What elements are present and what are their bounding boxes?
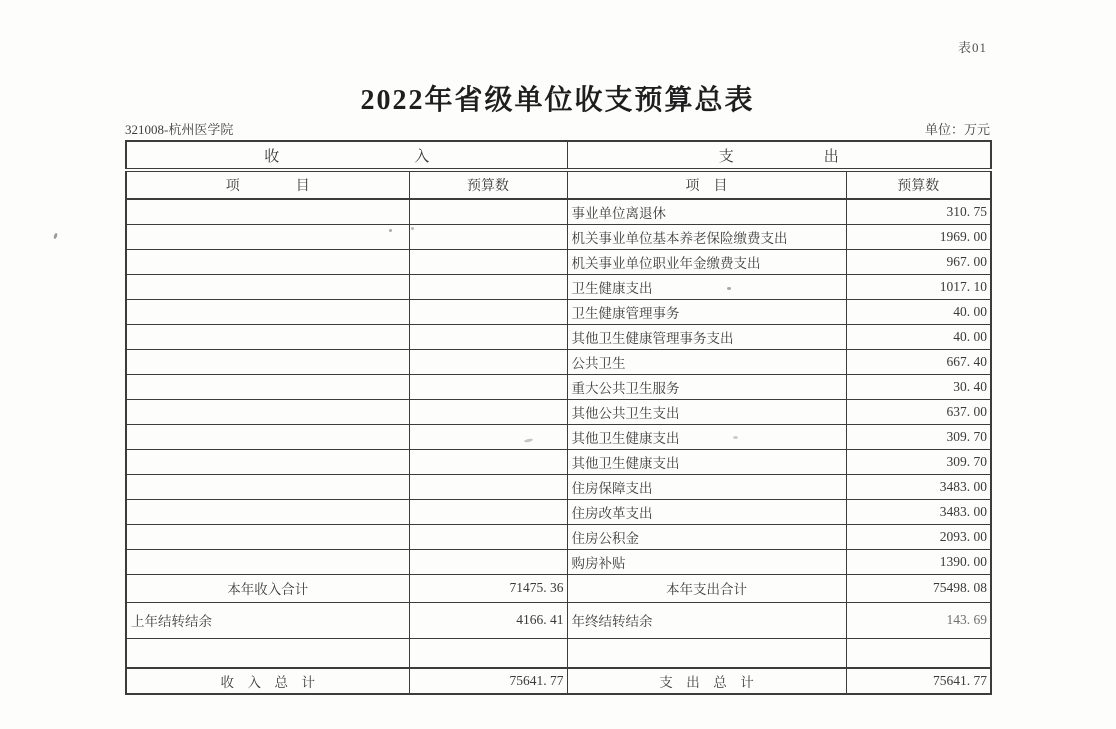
expense-value-cell: 1017. 10 [846,274,991,299]
expense-item-cell: 事业单位离退休 [567,199,846,224]
table-row [126,399,991,424]
income-subtotal-value: 71475. 36 [409,574,567,602]
income-item-cell [126,349,409,374]
expense-item-cell: 购房补贴 [567,549,846,574]
expense-total-value: 75641. 77 [846,668,991,694]
income-value-cell [409,374,567,399]
expense-value-cell: 310. 75 [846,199,991,224]
expense-value-cell: 309. 70 [846,449,991,474]
income-value-cell [409,399,567,424]
income-item-cell [126,374,409,399]
table-row [126,449,991,474]
income-item-cell [126,299,409,324]
expense-item-cell: 卫生健康支出 [567,274,846,299]
income-value-cell [409,299,567,324]
expense-section-header: 支 出 [567,141,991,170]
income-item-cell [126,249,409,274]
expense-item-cell: 其他卫生健康支出 [567,449,846,474]
income-carryover-value: 4166. 41 [409,602,567,638]
table-row [126,224,991,249]
expense-item-cell: 机关事业单位基本养老保险缴费支出 [567,224,846,249]
expense-item-cell [567,638,846,668]
income-value-cell [409,324,567,349]
expense-value-cell: 3483. 00 [846,474,991,499]
column-header-row [126,170,991,199]
sheet-label: 表01 [958,40,988,55]
income-value-cell [409,224,567,249]
unit-code-name: 321008-杭州医学院 [125,122,234,137]
table-row [126,499,991,524]
budget-table [125,140,992,695]
income-item-cell [126,499,409,524]
section-header-row [126,141,991,170]
income-item-cell [126,449,409,474]
expense-value-cell: 1969. 00 [846,224,991,249]
table-row [126,274,991,299]
income-section-header: 收 入 [126,141,567,170]
income-budget-column-header: 预算数 [409,170,567,199]
income-total-value: 75641. 77 [409,668,567,694]
table-row [126,474,991,499]
expense-value-cell: 40. 00 [846,299,991,324]
income-value-cell [409,274,567,299]
expense-value-cell: 309. 70 [846,424,991,449]
expense-item-cell: 公共卫生 [567,349,846,374]
expense-value-cell: 667. 40 [846,349,991,374]
table-row [126,349,991,374]
expense-budget-column-header: 预算数 [846,170,991,199]
scan-artifact [727,287,731,290]
blank-row [126,638,991,668]
table-row [126,199,991,224]
expense-item-cell: 机关事业单位职业年金缴费支出 [567,249,846,274]
grand-total-row [126,668,991,694]
carryover-row [126,602,991,638]
income-value-cell [409,249,567,274]
expense-item-cell: 住房公积金 [567,524,846,549]
scan-artifact [733,436,738,439]
income-value-cell [409,474,567,499]
income-item-cell [126,638,409,668]
income-item-cell [126,324,409,349]
income-item-cell [126,524,409,549]
table-row [126,424,991,449]
income-value-cell [409,499,567,524]
subtotal-row [126,574,991,602]
income-value-cell [409,199,567,224]
expense-item-cell: 卫生健康管理事务 [567,299,846,324]
expense-total-label: 支 出 总 计 [567,668,846,694]
income-value-cell [409,549,567,574]
expense-item-cell: 重大公共卫生服务 [567,374,846,399]
income-total-label: 收 入 总 计 [126,668,409,694]
meta-row [125,119,990,138]
expense-value-cell: 3483. 00 [846,499,991,524]
unit-of-measure: 单位：万元 [924,122,990,137]
income-value-cell [409,524,567,549]
scan-artifact [411,227,414,230]
page-title: 2022年省级单位收支预算总表 [360,85,755,116]
income-subtotal-label: 本年收入合计 [126,574,409,602]
expense-item-cell: 其他卫生健康支出 [567,424,846,449]
expense-subtotal-value: 75498. 08 [846,574,991,602]
income-item-column-header: 项 目 [126,170,409,199]
income-value-cell [409,638,567,668]
expense-item-cell: 其他公共卫生支出 [567,399,846,424]
expense-item-cell: 住房保障支出 [567,474,846,499]
expense-value-cell [846,638,991,668]
income-carryover-label: 上年结转结余 [126,602,409,638]
income-item-cell [126,274,409,299]
income-item-cell [126,549,409,574]
expense-value-cell: 967. 00 [846,249,991,274]
table-row [126,299,991,324]
income-value-cell [409,424,567,449]
scan-artifact [389,229,392,232]
expense-item-cell: 其他卫生健康管理事务支出 [567,324,846,349]
income-value-cell [409,449,567,474]
expense-value-cell: 30. 40 [846,374,991,399]
table-row [126,524,991,549]
table-row [126,374,991,399]
income-item-cell [126,224,409,249]
expense-value-cell: 637. 00 [846,399,991,424]
expense-carryover-label: 年终结转结余 [567,602,846,638]
table-row [126,549,991,574]
scan-artifact [53,233,58,240]
income-item-cell [126,424,409,449]
expense-item-cell: 住房改革支出 [567,499,846,524]
expense-value-cell: 40. 00 [846,324,991,349]
income-value-cell [409,349,567,374]
income-item-cell [126,474,409,499]
expense-value-cell: 2093. 00 [846,524,991,549]
income-item-cell [126,399,409,424]
expense-subtotal-label: 本年支出合计 [567,574,846,602]
expense-item-column-header: 项 目 [567,170,846,199]
table-row [126,324,991,349]
expense-carryover-value: 143. 69 [846,602,991,638]
table-row [126,249,991,274]
expense-value-cell: 1390. 00 [846,549,991,574]
income-item-cell [126,199,409,224]
